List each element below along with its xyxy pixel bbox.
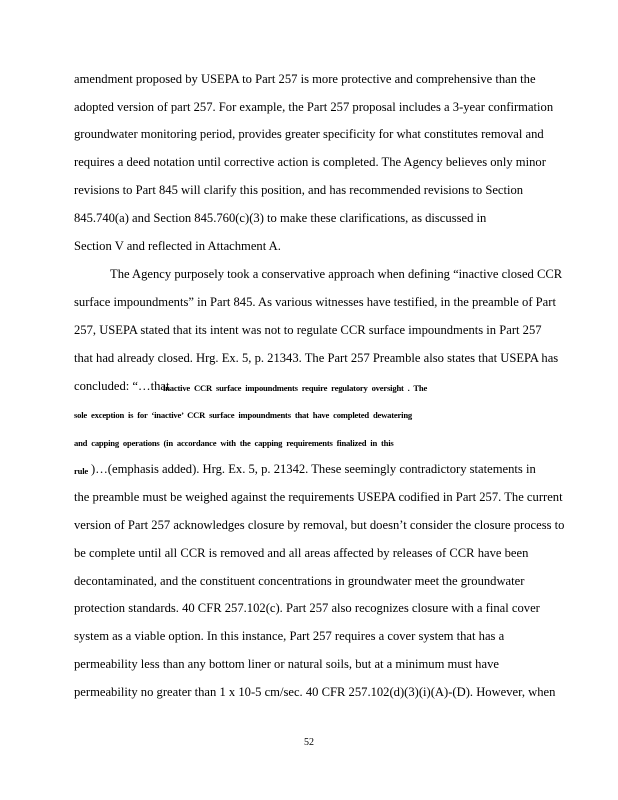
text-line: decontaminated, and the constituent concentrations in groundwater meet the groundwater: [74, 574, 525, 588]
text-line: revisions to Part 845 will clarify this position, and has recommended revisions to Section: [74, 183, 524, 197]
text-line: concluded: “…that: [74, 379, 170, 393]
text-line: adopted version of part 257. For example, the Part 257 proposal includes a 3-year confirmation: [74, 100, 554, 114]
text-line: that had already closed. Hrg. Ex. 5, p. 21343. The Part 257 Preamble also states that USEPA has: [74, 351, 559, 365]
text-line: permeability no greater than 1 x 10-5 cm/sec. 40 CFR 257.102(d)(3)(i)(A)-(D). However, when: [74, 685, 556, 699]
text-line: permeability less than any bottom liner or natural soils, but at a minimum must have: [74, 657, 499, 671]
text-line: version of Part 257 acknowledges closure by removal, but doesn’t consider the closure process to: [74, 518, 565, 532]
text-line: protection standards. 40 CFR 257.102(c). Part 257 also recognizes closure with a final cover: [74, 601, 540, 615]
text-line: 845.740(a) and Section 845.760(c)(3) to make these clarifications, as discussed in: [74, 211, 487, 225]
text-line: requires a deed notation until corrective action is completed. The Agency believes only minor: [74, 155, 546, 169]
text-line: groundwater monitoring period, provides greater specificity for what constitutes removal and: [74, 127, 544, 141]
text-line: the preamble must be weighed against the requirements USEPA codified in Part 257. The current: [74, 490, 563, 504]
page-number: 52: [304, 737, 314, 748]
text-line: 257, USEPA stated that its intent was not to regulate CCR surface impoundments in Part 257: [74, 323, 542, 337]
text-line: )…(emphasis added). Hrg. Ex. 5, p. 21342. These seemingly contradictory statements in: [91, 462, 536, 476]
text-line: Section V and reflected in Attachment A.: [74, 239, 281, 253]
paragraph-first-line: The Agency purposely took a conservative approach when defining “inactive closed CCR: [110, 267, 563, 281]
quoted-text-line: rule: [74, 466, 88, 476]
text-line: system as a viable option. In this instance, Part 257 requires a cover system that has a: [74, 629, 505, 643]
quoted-text-line: sole exception is for ‘inactive’ CCR surface impoundments that have completed dewatering: [74, 410, 413, 420]
text-line: surface impoundments” in Part 845. As various witnesses have testified, in the preamble of Part: [74, 295, 556, 309]
quoted-text-line: and capping operations (in accordance with the capping requirements finalized in this: [74, 438, 394, 448]
text-line: be complete until all CCR is removed and all areas affected by releases of CCR have been: [74, 546, 529, 560]
text-line: amendment proposed by USEPA to Part 257 is more protective and comprehensive than the: [74, 72, 536, 86]
quoted-text-line: inactive CCR surface impoundments require regulatory oversight . The: [163, 383, 428, 393]
